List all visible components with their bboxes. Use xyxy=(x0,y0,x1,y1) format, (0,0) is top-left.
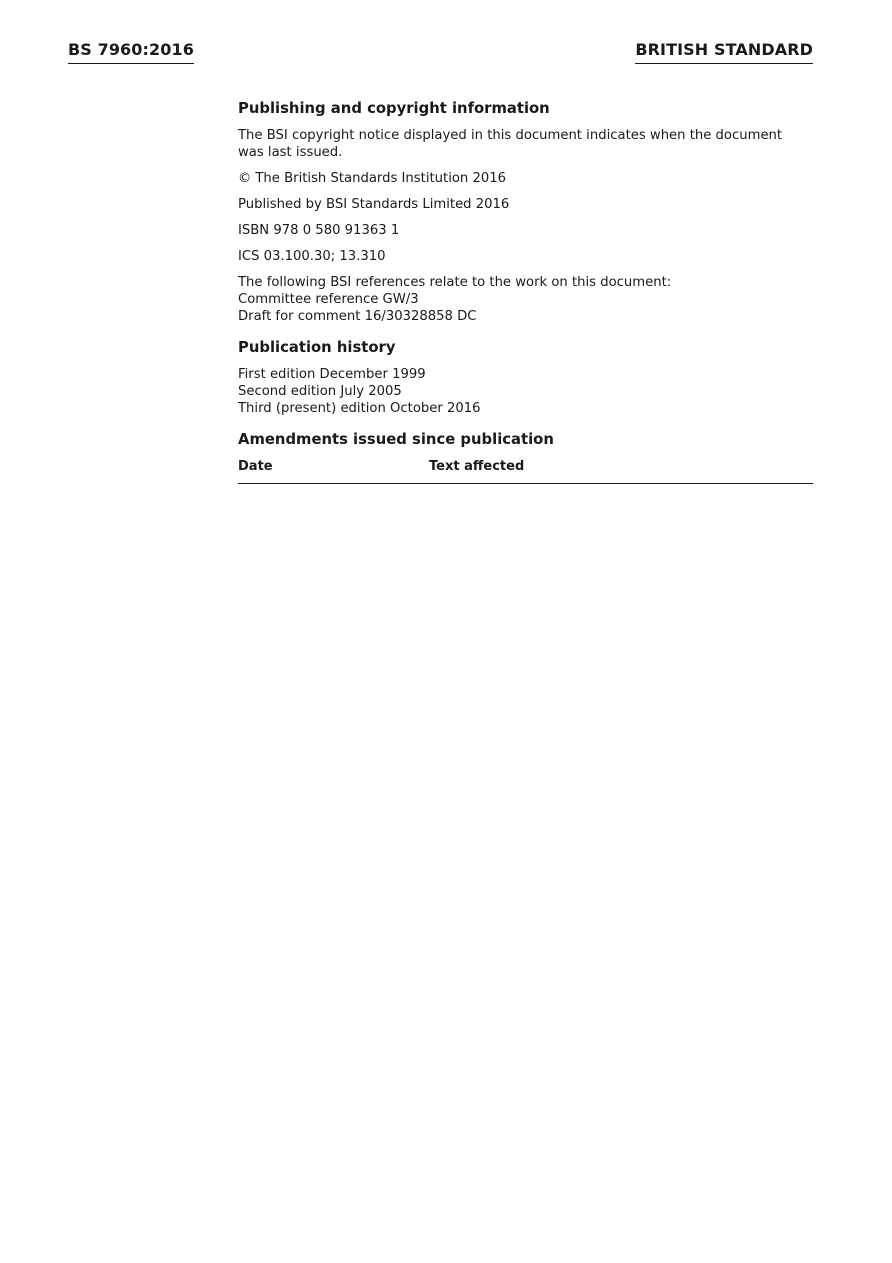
edition-list xyxy=(238,366,813,417)
document-number: BS 7960:2016 xyxy=(68,40,194,64)
publication-info xyxy=(238,99,813,484)
edition-item: Second edition July 2005 xyxy=(238,384,402,399)
isbn: ISBN 978 0 580 91363 1 xyxy=(238,223,400,238)
column-header-text-affected: Text affected xyxy=(429,459,525,474)
column-header-date: Date xyxy=(238,459,273,474)
edition-item: Third (present) edition October 2016 xyxy=(238,401,481,416)
copyright-notice xyxy=(238,127,813,161)
copyright-line: © The British Standards Institution 2016 xyxy=(238,171,507,186)
amendments-title: Amendments issued since publication xyxy=(238,431,554,448)
notice-line-1: The BSI copyright notice displayed in this document indicates when the document xyxy=(238,128,783,143)
ics-codes: ICS 03.100.30; 13.310 xyxy=(238,249,386,264)
edition-item: First edition December 1999 xyxy=(238,367,426,382)
published-by: Published by BSI Standards Limited 2016 xyxy=(238,197,510,212)
standard-label: BRITISH STANDARD xyxy=(635,40,813,64)
bsi-references xyxy=(238,274,813,325)
references-intro: The following BSI references relate to the work on this document: xyxy=(238,275,672,290)
notice-line-2: was last issued. xyxy=(238,145,343,160)
draft-reference: Draft for comment 16/30328858 DC xyxy=(238,309,477,324)
publishing-title: Publishing and copyright information xyxy=(238,100,550,117)
amendments-table-header xyxy=(238,458,813,484)
history-title: Publication history xyxy=(238,339,396,356)
committee-reference: Committee reference GW/3 xyxy=(238,292,419,307)
